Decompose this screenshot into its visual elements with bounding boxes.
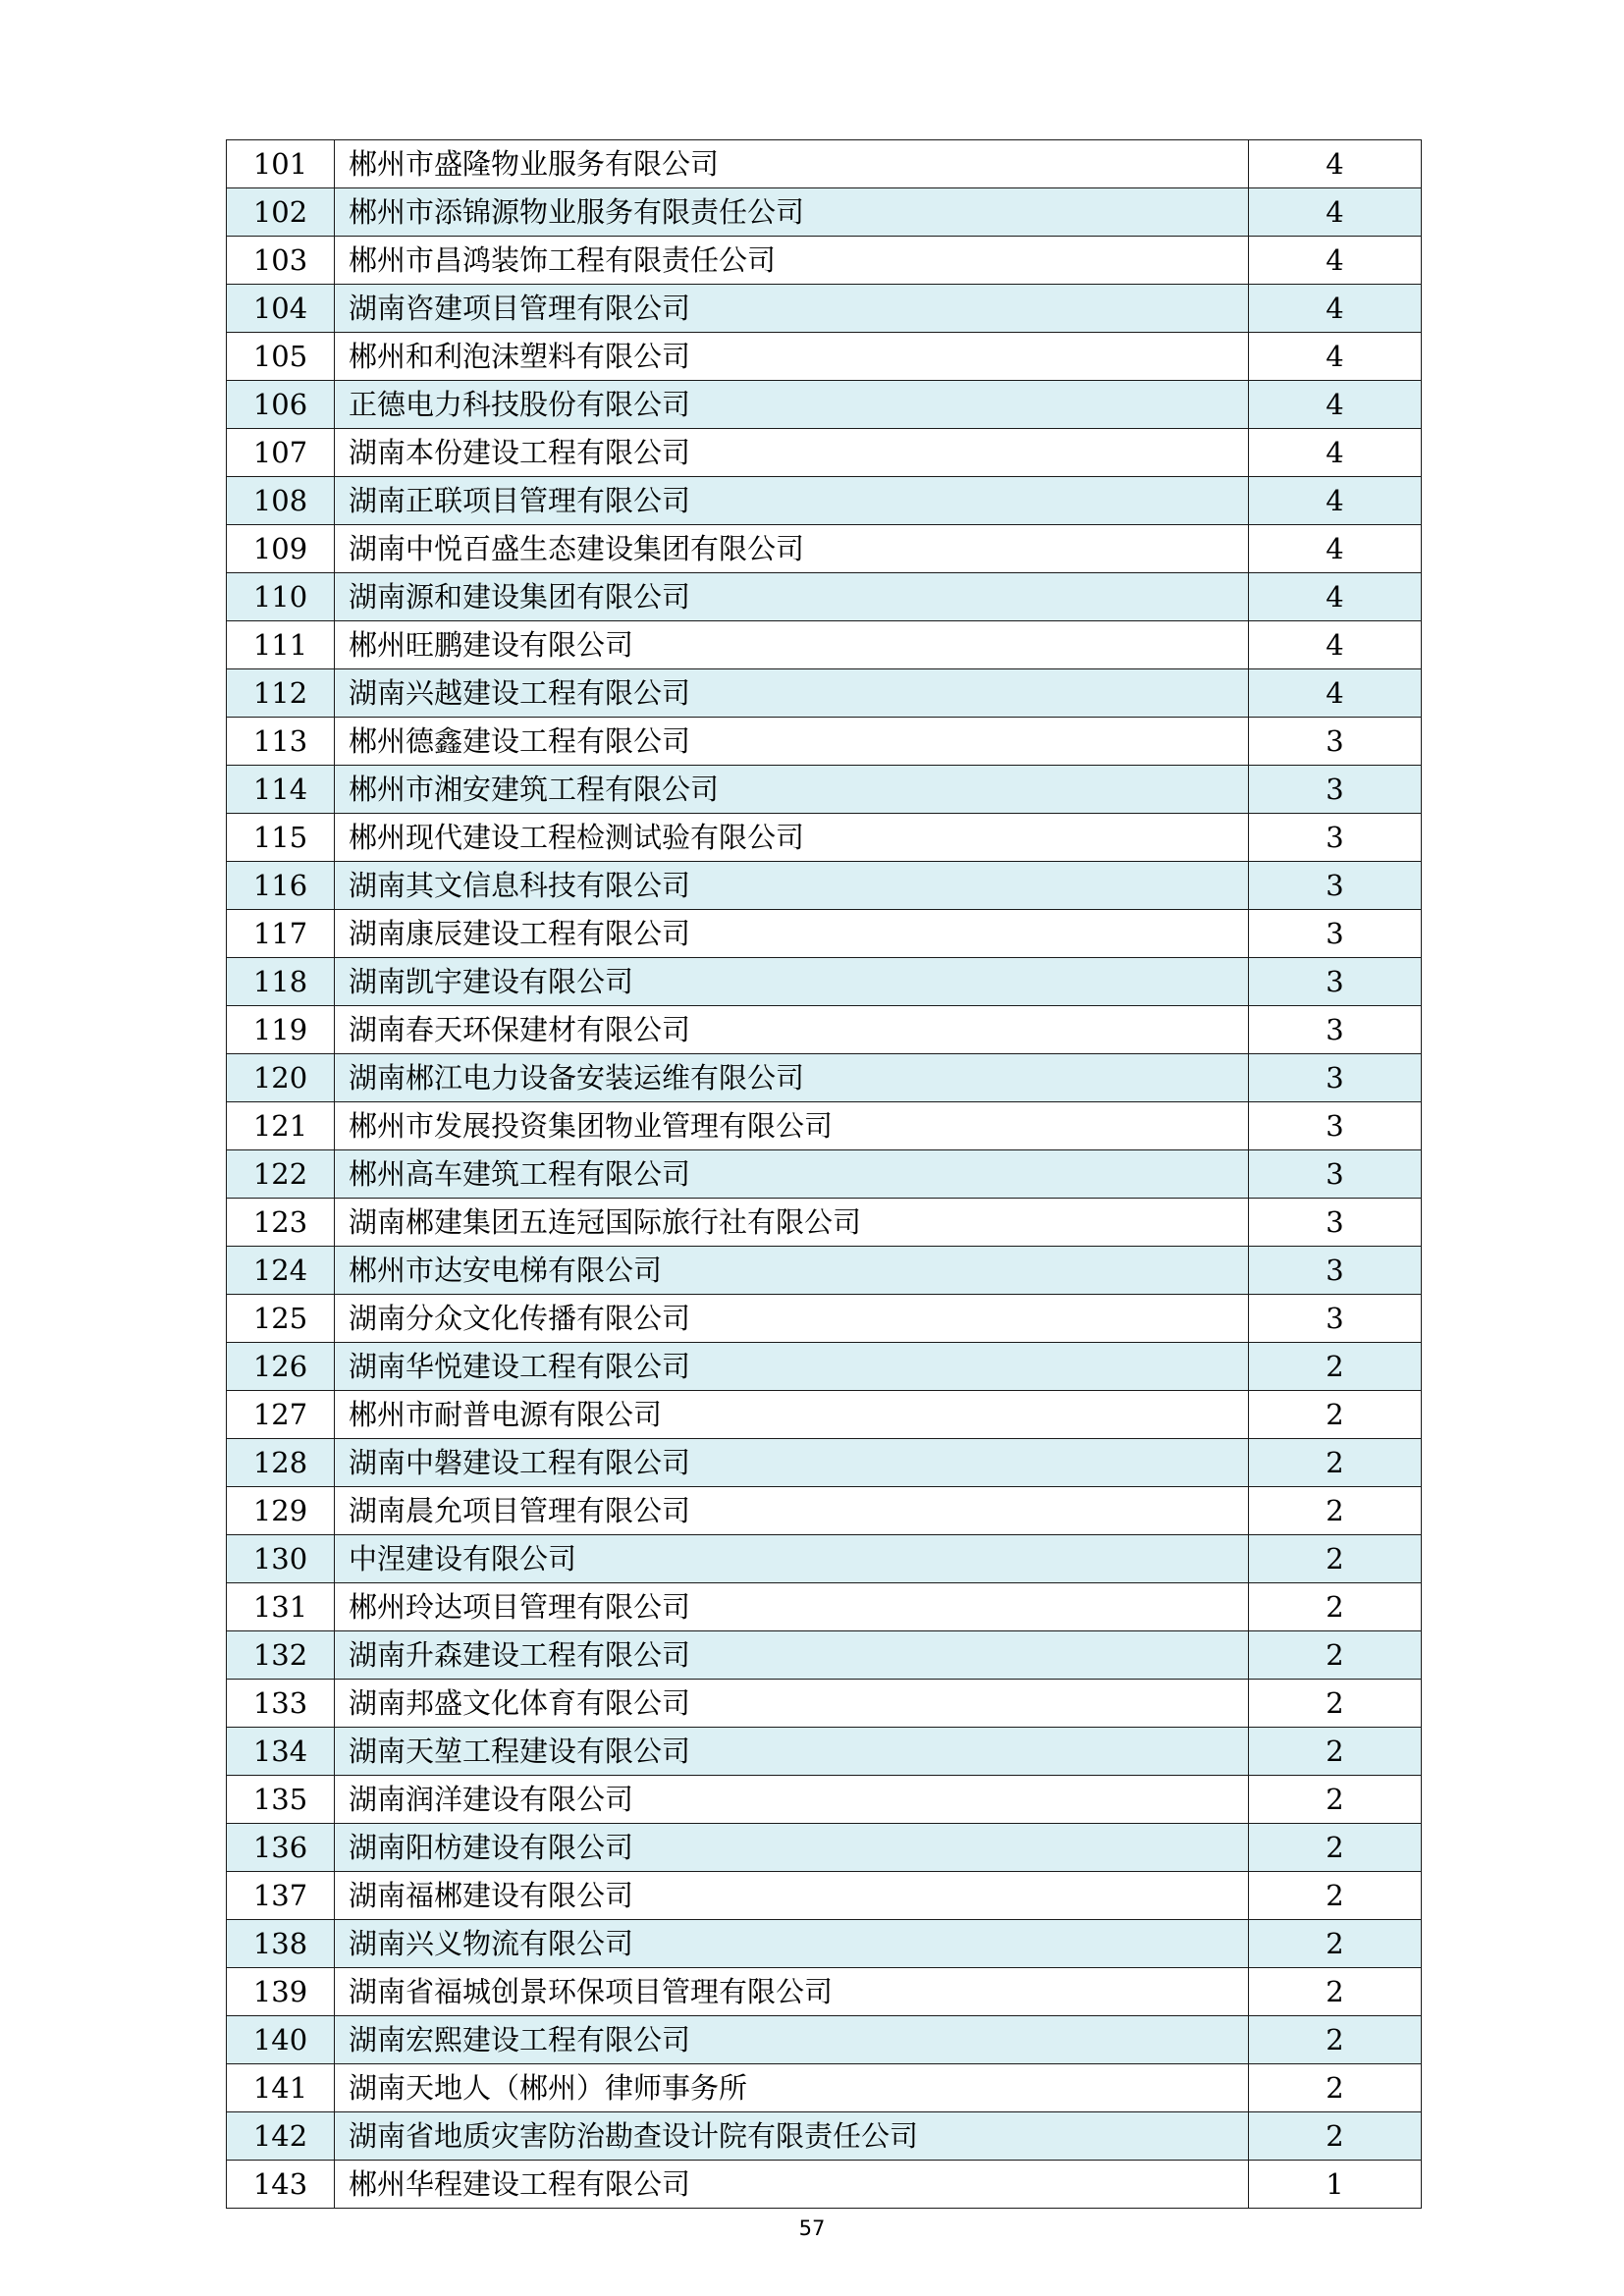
count-cell: 4: [1249, 477, 1422, 525]
row-number-cell: 103: [227, 237, 335, 285]
count-cell: 3: [1249, 1150, 1422, 1199]
row-number-cell: 120: [227, 1054, 335, 1102]
row-number-cell: 134: [227, 1728, 335, 1776]
table-row: [227, 333, 1422, 381]
company-name-cell: 湖南天堃工程建设有限公司: [335, 1728, 1249, 1776]
table-row: [227, 1006, 1422, 1054]
row-number-cell: 127: [227, 1391, 335, 1439]
company-name-cell: 郴州德鑫建设工程有限公司: [335, 718, 1249, 766]
table-row: [227, 1343, 1422, 1391]
company-name-cell: 郴州高车建筑工程有限公司: [335, 1150, 1249, 1199]
table-row: [227, 1583, 1422, 1631]
table-row: [227, 1439, 1422, 1487]
company-name-cell: 湖南晨允项目管理有限公司: [335, 1487, 1249, 1535]
count-cell: 2: [1249, 1872, 1422, 1920]
company-name-cell: 湖南邦盛文化体育有限公司: [335, 1680, 1249, 1728]
count-cell: 4: [1249, 188, 1422, 237]
row-number-cell: 143: [227, 2161, 335, 2209]
count-cell: 2: [1249, 1680, 1422, 1728]
company-name-cell: 湖南天地人（郴州）律师事务所: [335, 2064, 1249, 2112]
count-cell: 3: [1249, 1054, 1422, 1102]
table-row: [227, 766, 1422, 814]
company-table: [226, 139, 1422, 2209]
row-number-cell: 117: [227, 910, 335, 958]
count-cell: 4: [1249, 285, 1422, 333]
company-name-cell: 湖南咨建项目管理有限公司: [335, 285, 1249, 333]
count-cell: 4: [1249, 621, 1422, 669]
row-number-cell: 112: [227, 669, 335, 718]
row-number-cell: 130: [227, 1535, 335, 1583]
count-cell: 2: [1249, 2016, 1422, 2064]
company-name-cell: 湖南华悦建设工程有限公司: [335, 1343, 1249, 1391]
company-name-cell: 郴州市昌鸿装饰工程有限责任公司: [335, 237, 1249, 285]
table-row: [227, 2064, 1422, 2112]
row-number-cell: 113: [227, 718, 335, 766]
company-name-cell: 湖南福郴建设有限公司: [335, 1872, 1249, 1920]
row-number-cell: 104: [227, 285, 335, 333]
table-row: [227, 910, 1422, 958]
row-number-cell: 133: [227, 1680, 335, 1728]
count-cell: 2: [1249, 1824, 1422, 1872]
table-row: [227, 1199, 1422, 1247]
count-cell: 3: [1249, 1199, 1422, 1247]
table-row: [227, 1150, 1422, 1199]
count-cell: 4: [1249, 573, 1422, 621]
row-number-cell: 119: [227, 1006, 335, 1054]
table-row: [227, 1535, 1422, 1583]
count-cell: 4: [1249, 669, 1422, 718]
count-cell: 2: [1249, 1920, 1422, 1968]
table-row: [227, 2112, 1422, 2161]
company-name-cell: 湖南省地质灾害防治勘查设计院有限责任公司: [335, 2112, 1249, 2161]
table-row: [227, 140, 1422, 188]
table-row: [227, 1054, 1422, 1102]
row-number-cell: 136: [227, 1824, 335, 1872]
table-row: [227, 573, 1422, 621]
row-number-cell: 114: [227, 766, 335, 814]
company-table-body: [227, 140, 1422, 2209]
count-cell: 2: [1249, 1487, 1422, 1535]
count-cell: 3: [1249, 1295, 1422, 1343]
row-number-cell: 115: [227, 814, 335, 862]
row-number-cell: 106: [227, 381, 335, 429]
row-number-cell: 111: [227, 621, 335, 669]
table-row: [227, 285, 1422, 333]
row-number-cell: 129: [227, 1487, 335, 1535]
row-number-cell: 102: [227, 188, 335, 237]
count-cell: 3: [1249, 766, 1422, 814]
row-number-cell: 123: [227, 1199, 335, 1247]
count-cell: 4: [1249, 140, 1422, 188]
company-name-cell: 湖南康辰建设工程有限公司: [335, 910, 1249, 958]
table-row: [227, 429, 1422, 477]
row-number-cell: 122: [227, 1150, 335, 1199]
count-cell: 4: [1249, 429, 1422, 477]
row-number-cell: 139: [227, 1968, 335, 2016]
count-cell: 1: [1249, 2161, 1422, 2209]
company-name-cell: 郴州和利泡沫塑料有限公司: [335, 333, 1249, 381]
count-cell: 2: [1249, 1968, 1422, 2016]
row-number-cell: 126: [227, 1343, 335, 1391]
company-name-cell: 郴州旺鹏建设有限公司: [335, 621, 1249, 669]
company-name-cell: 郴州市耐普电源有限公司: [335, 1391, 1249, 1439]
row-number-cell: 105: [227, 333, 335, 381]
company-name-cell: 湖南其文信息科技有限公司: [335, 862, 1249, 910]
table-row: [227, 525, 1422, 573]
table-row: [227, 1631, 1422, 1680]
row-number-cell: 101: [227, 140, 335, 188]
count-cell: 2: [1249, 1439, 1422, 1487]
company-name-cell: 湖南郴建集团五连冠国际旅行社有限公司: [335, 1199, 1249, 1247]
row-number-cell: 138: [227, 1920, 335, 1968]
row-number-cell: 107: [227, 429, 335, 477]
company-name-cell: 郴州市盛隆物业服务有限公司: [335, 140, 1249, 188]
row-number-cell: 141: [227, 2064, 335, 2112]
row-number-cell: 125: [227, 1295, 335, 1343]
company-name-cell: 郴州华程建设工程有限公司: [335, 2161, 1249, 2209]
count-cell: 2: [1249, 1583, 1422, 1631]
table-row: [227, 621, 1422, 669]
table-row: [227, 188, 1422, 237]
company-name-cell: 郴州现代建设工程检测试验有限公司: [335, 814, 1249, 862]
count-cell: 2: [1249, 1535, 1422, 1583]
table-row: [227, 381, 1422, 429]
count-cell: 3: [1249, 862, 1422, 910]
row-number-cell: 140: [227, 2016, 335, 2064]
company-name-cell: 郴州市添锦源物业服务有限责任公司: [335, 188, 1249, 237]
company-name-cell: 湖南正联项目管理有限公司: [335, 477, 1249, 525]
company-name-cell: 湖南省福城创景环保项目管理有限公司: [335, 1968, 1249, 2016]
count-cell: 3: [1249, 910, 1422, 958]
table-row: [227, 1920, 1422, 1968]
company-name-cell: 湖南凯宇建设有限公司: [335, 958, 1249, 1006]
table-row: [227, 1102, 1422, 1150]
company-name-cell: 湖南润洋建设有限公司: [335, 1776, 1249, 1824]
row-number-cell: 131: [227, 1583, 335, 1631]
company-name-cell: 湖南源和建设集团有限公司: [335, 573, 1249, 621]
company-name-cell: 郴州市发展投资集团物业管理有限公司: [335, 1102, 1249, 1150]
table-row: [227, 862, 1422, 910]
company-name-cell: 湖南郴江电力设备安装运维有限公司: [335, 1054, 1249, 1102]
count-cell: 3: [1249, 718, 1422, 766]
company-name-cell: 湖南升森建设工程有限公司: [335, 1631, 1249, 1680]
count-cell: 4: [1249, 333, 1422, 381]
count-cell: 4: [1249, 237, 1422, 285]
row-number-cell: 135: [227, 1776, 335, 1824]
page-number: 57: [798, 2216, 826, 2240]
table-row: [227, 1295, 1422, 1343]
table-row: [227, 1776, 1422, 1824]
table-row: [227, 2161, 1422, 2209]
company-name-cell: 湖南阳枋建设有限公司: [335, 1824, 1249, 1872]
count-cell: 2: [1249, 1343, 1422, 1391]
row-number-cell: 108: [227, 477, 335, 525]
table-row: [227, 1824, 1422, 1872]
table-row: [227, 1968, 1422, 2016]
count-cell: 2: [1249, 1631, 1422, 1680]
company-name-cell: 湖南中磐建设工程有限公司: [335, 1439, 1249, 1487]
company-name-cell: 郴州市湘安建筑工程有限公司: [335, 766, 1249, 814]
table-row: [227, 958, 1422, 1006]
row-number-cell: 121: [227, 1102, 335, 1150]
row-number-cell: 116: [227, 862, 335, 910]
table-row: [227, 237, 1422, 285]
company-name-cell: 湖南本份建设工程有限公司: [335, 429, 1249, 477]
table-row: [227, 718, 1422, 766]
count-cell: 3: [1249, 958, 1422, 1006]
company-name-cell: 正德电力科技股份有限公司: [335, 381, 1249, 429]
count-cell: 2: [1249, 1391, 1422, 1439]
company-name-cell: 郴州玲达项目管理有限公司: [335, 1583, 1249, 1631]
table-row: [227, 1247, 1422, 1295]
count-cell: 3: [1249, 814, 1422, 862]
count-cell: 4: [1249, 381, 1422, 429]
count-cell: 3: [1249, 1102, 1422, 1150]
row-number-cell: 109: [227, 525, 335, 573]
row-number-cell: 128: [227, 1439, 335, 1487]
company-name-cell: 湖南兴越建设工程有限公司: [335, 669, 1249, 718]
table-row: [227, 1728, 1422, 1776]
row-number-cell: 137: [227, 1872, 335, 1920]
table-row: [227, 2016, 1422, 2064]
company-name-cell: 湖南宏熙建设工程有限公司: [335, 2016, 1249, 2064]
company-name-cell: 中涅建设有限公司: [335, 1535, 1249, 1583]
table-row: [227, 1872, 1422, 1920]
company-name-cell: 湖南兴义物流有限公司: [335, 1920, 1249, 1968]
row-number-cell: 142: [227, 2112, 335, 2161]
company-name-cell: 湖南分众文化传播有限公司: [335, 1295, 1249, 1343]
count-cell: 3: [1249, 1006, 1422, 1054]
count-cell: 2: [1249, 2112, 1422, 2161]
table-row: [227, 669, 1422, 718]
table-row: [227, 1680, 1422, 1728]
count-cell: 2: [1249, 1776, 1422, 1824]
table-row: [227, 1487, 1422, 1535]
company-name-cell: 湖南春天环保建材有限公司: [335, 1006, 1249, 1054]
count-cell: 4: [1249, 525, 1422, 573]
count-cell: 3: [1249, 1247, 1422, 1295]
table-row: [227, 477, 1422, 525]
count-cell: 2: [1249, 1728, 1422, 1776]
row-number-cell: 110: [227, 573, 335, 621]
row-number-cell: 124: [227, 1247, 335, 1295]
company-name-cell: 郴州市达安电梯有限公司: [335, 1247, 1249, 1295]
table-row: [227, 1391, 1422, 1439]
table-row: [227, 814, 1422, 862]
company-name-cell: 湖南中悦百盛生态建设集团有限公司: [335, 525, 1249, 573]
row-number-cell: 132: [227, 1631, 335, 1680]
count-cell: 2: [1249, 2064, 1422, 2112]
row-number-cell: 118: [227, 958, 335, 1006]
